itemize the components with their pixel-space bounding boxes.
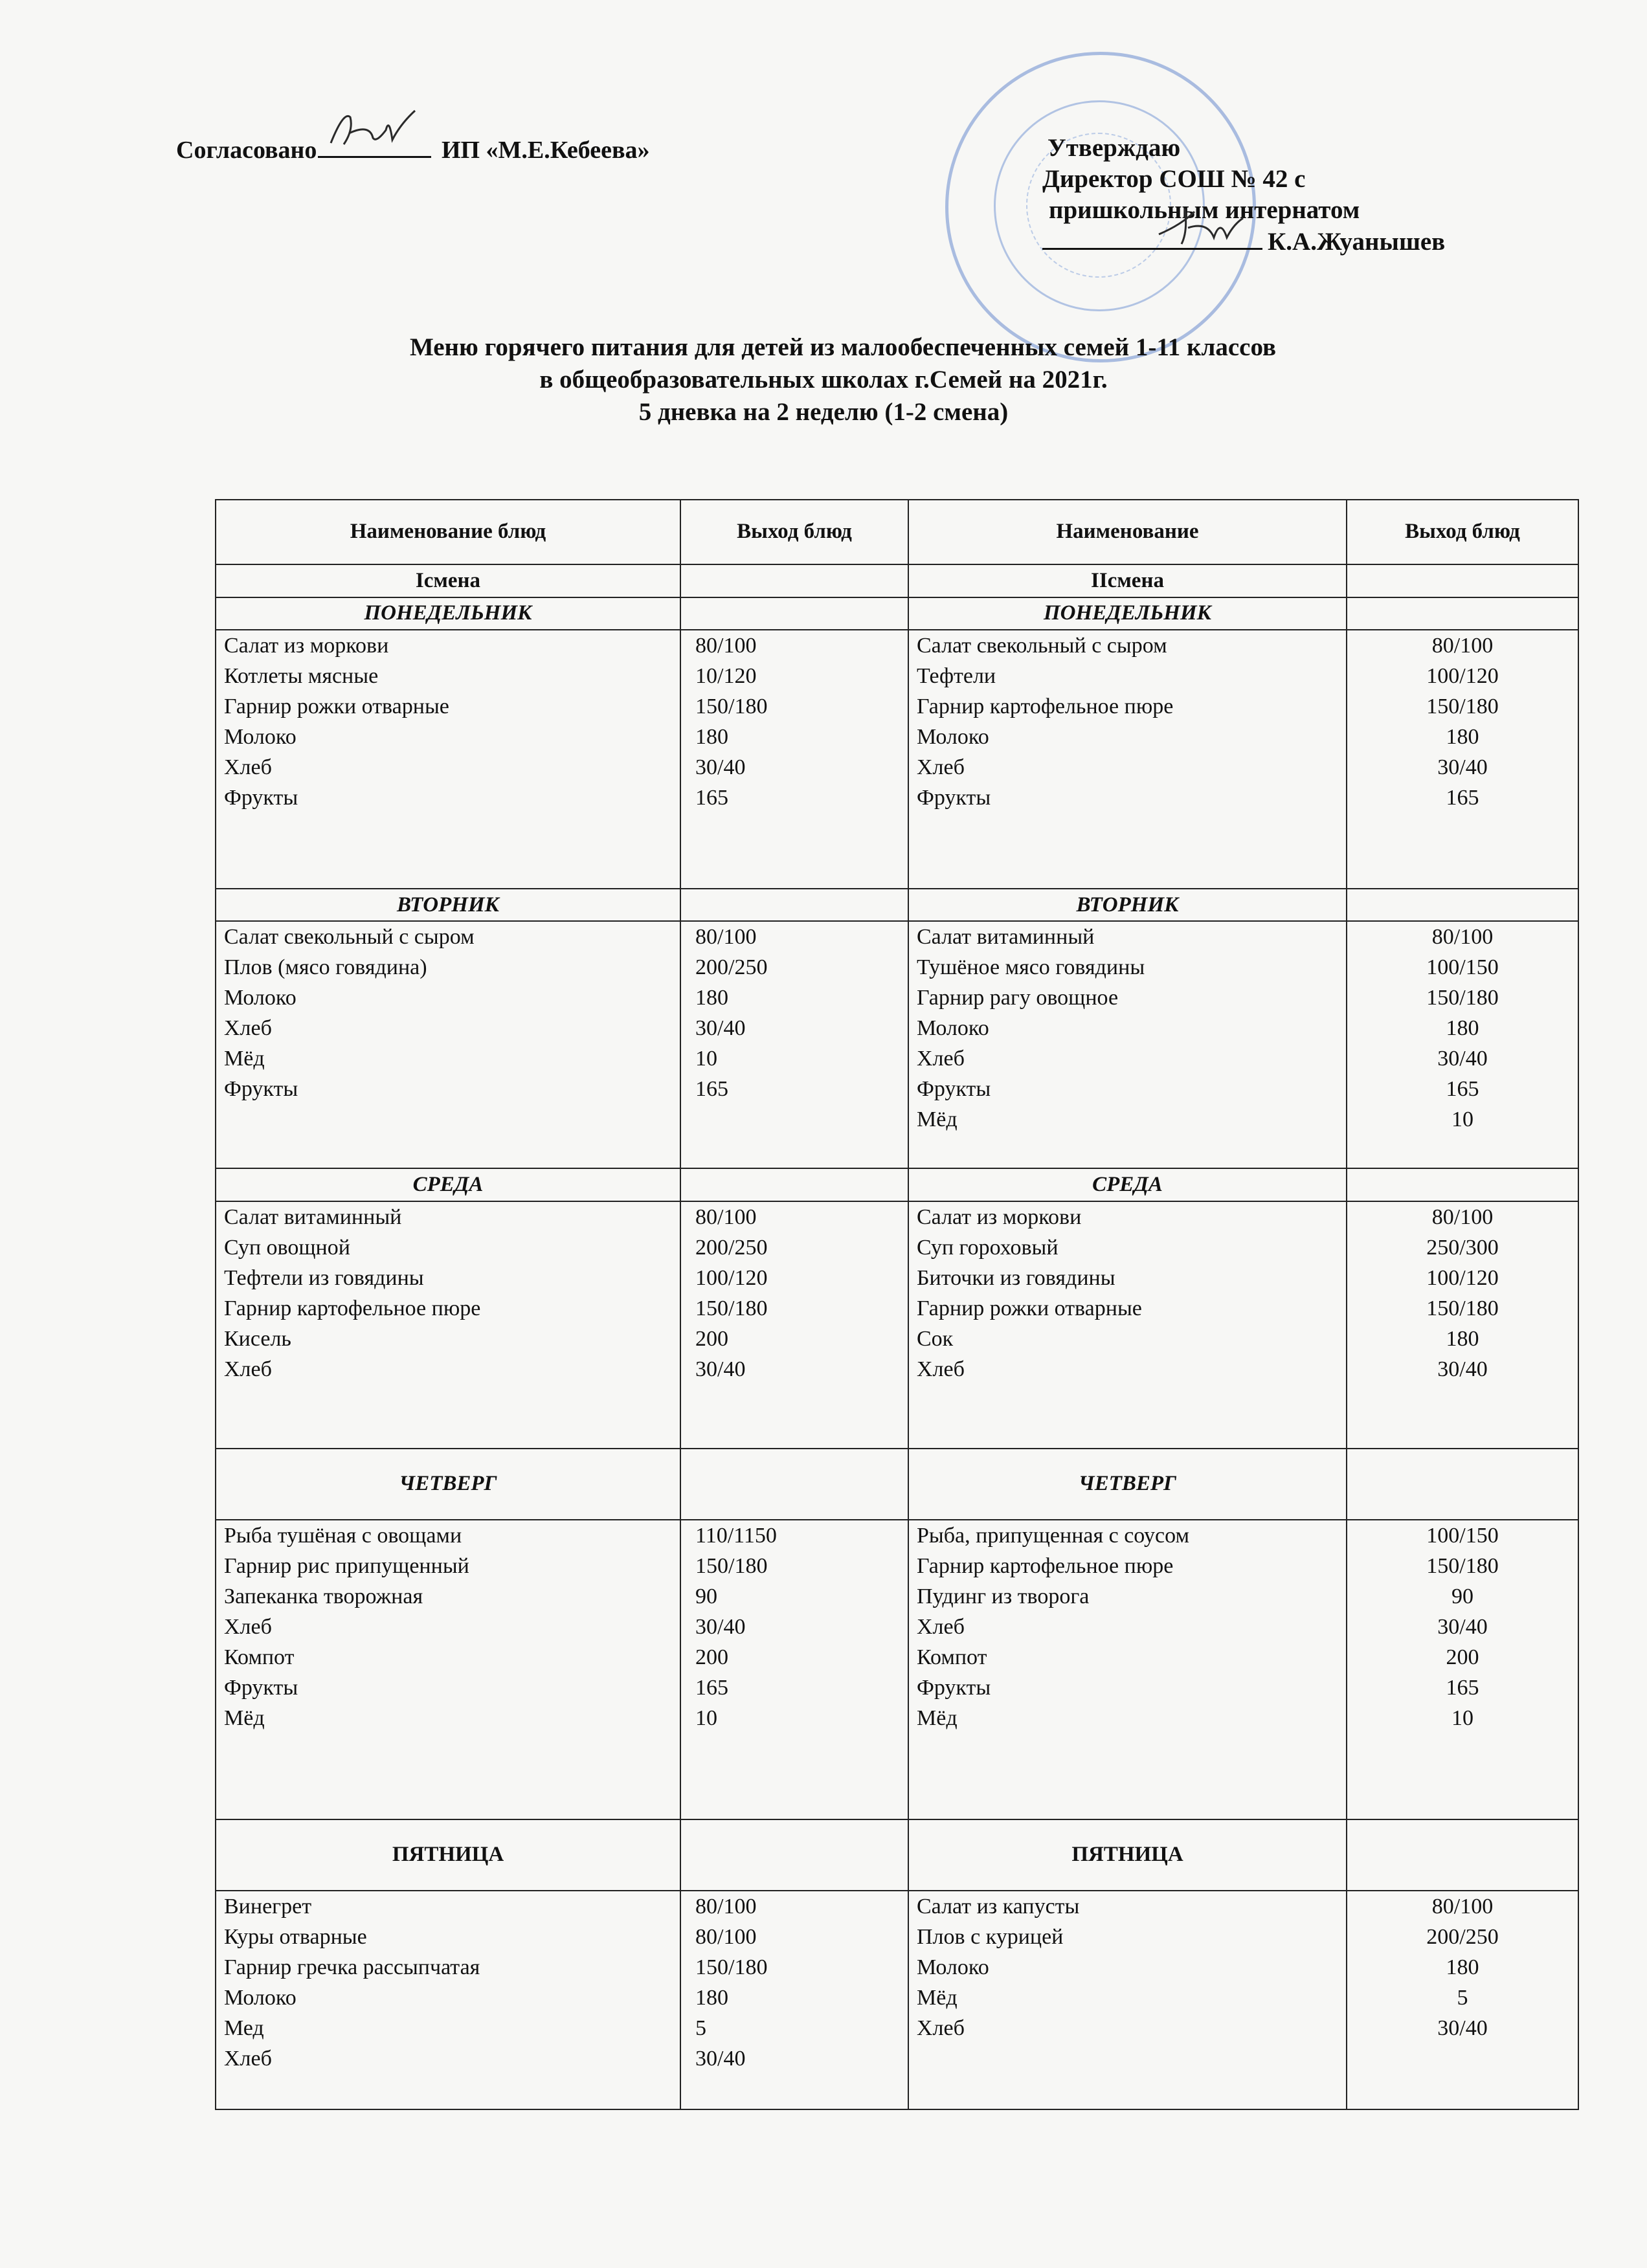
yield-value: 80/100 bbox=[1431, 925, 1494, 950]
menu-row bbox=[216, 1891, 1578, 2109]
yield-value: 80/100 bbox=[695, 925, 757, 950]
empty-cell bbox=[1347, 889, 1578, 921]
day-name: ПЯТНИЦА bbox=[908, 1819, 1347, 1891]
day-name: ЧЕТВЕРГ bbox=[216, 1449, 680, 1520]
yield-value: 80/100 bbox=[1431, 1895, 1494, 1919]
menu-row bbox=[216, 1520, 1578, 1819]
dish-name: Гарнир рис припущенный bbox=[224, 1554, 469, 1579]
dish-name: Сок bbox=[917, 1326, 954, 1351]
yield-value: 150/180 bbox=[1426, 986, 1499, 1010]
day-name: СРЕДА bbox=[908, 1168, 1347, 1201]
yield-value: 30/40 bbox=[695, 2047, 746, 2071]
dish-name: Хлеб bbox=[917, 1047, 965, 1071]
day-name: СРЕДА bbox=[216, 1168, 680, 1201]
dish-name: Рыба тушёная с овощами bbox=[224, 1524, 462, 1548]
yield-value: 165 bbox=[1446, 1077, 1479, 1102]
yield-value: 200 bbox=[1446, 1645, 1479, 1670]
dish-name: Кисель bbox=[224, 1326, 291, 1351]
yield-value: 100/120 bbox=[1426, 664, 1499, 689]
dish-name: Суп овощной bbox=[224, 1235, 350, 1260]
yield-value: 180 bbox=[1446, 725, 1479, 750]
empty-cell bbox=[1347, 1168, 1578, 1201]
yield-value: 30/40 bbox=[695, 1357, 746, 1381]
day-row bbox=[216, 1449, 1578, 1520]
day-name: ПЯТНИЦА bbox=[216, 1819, 680, 1891]
yield-value: 5 bbox=[695, 2016, 706, 2041]
yield-list bbox=[1347, 1520, 1578, 1733]
dish-name: Гарнир рожки отварные bbox=[917, 1296, 1142, 1320]
dish-name: Гарнир гречка рассыпчатая bbox=[224, 1955, 480, 1980]
dish-list bbox=[216, 922, 680, 1104]
yield-value: 150/180 bbox=[1426, 695, 1499, 719]
approve-block bbox=[1042, 133, 1445, 258]
yield-value: 80/100 bbox=[695, 1925, 757, 1950]
dish-name: Фрукты bbox=[224, 1077, 298, 1102]
yield-value: 30/40 bbox=[1437, 2016, 1488, 2041]
yield-value: 200/250 bbox=[695, 955, 768, 980]
yield-value: 180 bbox=[695, 986, 728, 1010]
empty-cell bbox=[680, 597, 908, 630]
column-header: Наименование блюд bbox=[216, 500, 680, 564]
yield-list bbox=[681, 1202, 908, 1384]
menu-row bbox=[216, 630, 1578, 889]
director-name: К.А.Жуанышев bbox=[1268, 228, 1446, 256]
yield-value: 80/100 bbox=[695, 1895, 757, 1919]
yield-value: 150/180 bbox=[1426, 1296, 1499, 1320]
yield-value: 150/180 bbox=[695, 1554, 768, 1579]
dish-name: Салат из моркови bbox=[917, 1205, 1082, 1229]
dish-name: Пудинг из творога bbox=[917, 1584, 1090, 1609]
dish-name: Куры отварные bbox=[224, 1925, 367, 1950]
yield-value: 30/40 bbox=[695, 1615, 746, 1640]
yield-value: 100/150 bbox=[1426, 955, 1499, 980]
dish-name: Гарнир картофельное пюре bbox=[917, 1554, 1174, 1579]
day-name: ПОНЕДЕЛЬНИК bbox=[216, 597, 680, 630]
dish-name: Тушёное мясо говядины bbox=[917, 955, 1145, 980]
yield-value: 110/1150 bbox=[695, 1524, 777, 1548]
yield-value: 10/120 bbox=[695, 664, 757, 689]
dish-name: Мёд bbox=[224, 1706, 265, 1731]
yield-value: 10 bbox=[695, 1706, 717, 1731]
empty-cell bbox=[1347, 1449, 1578, 1520]
shift-row bbox=[216, 564, 1578, 597]
yield-value: 150/180 bbox=[695, 695, 768, 719]
document-title-line-2: в общеобразовательных школах г.Семей на 2021г. bbox=[539, 366, 1108, 394]
yield-value: 150/180 bbox=[695, 1955, 768, 1980]
yield-list bbox=[681, 1520, 908, 1733]
dish-name: Хлеб bbox=[917, 1357, 965, 1381]
agreed-party: ИП «М.Е.Кебеева» bbox=[441, 137, 650, 164]
yield-value: 80/100 bbox=[695, 634, 757, 658]
agreed-block bbox=[176, 133, 650, 164]
day-row bbox=[216, 1168, 1578, 1201]
yield-value: 30/40 bbox=[695, 1016, 746, 1041]
dish-name: Гарнир рагу овощное bbox=[917, 986, 1119, 1010]
column-header: Наименование bbox=[908, 500, 1347, 564]
yield-value: 165 bbox=[695, 1077, 728, 1102]
yield-list bbox=[681, 1891, 908, 2074]
dish-name: Салат витаминный bbox=[224, 1205, 402, 1229]
dish-name: Фрукты bbox=[917, 1077, 991, 1102]
dish-name: Компот bbox=[917, 1645, 987, 1670]
dish-name: Молоко bbox=[917, 1016, 989, 1041]
yield-value: 165 bbox=[1446, 786, 1479, 810]
yield-value: 80/100 bbox=[1431, 1205, 1494, 1229]
dish-name: Салат из моркови bbox=[224, 634, 389, 658]
yield-value: 30/40 bbox=[1437, 1615, 1488, 1640]
dish-name: Гарнир картофельное пюре bbox=[224, 1296, 481, 1320]
yield-value: 200/250 bbox=[695, 1235, 768, 1260]
yield-value: 30/40 bbox=[1437, 755, 1488, 780]
yield-value: 180 bbox=[1446, 1955, 1479, 1980]
empty-cell bbox=[680, 564, 908, 597]
dish-name: Гарнир рожки отварные bbox=[224, 695, 449, 719]
yield-value: 200 bbox=[695, 1326, 728, 1351]
dish-name: Фрукты bbox=[917, 786, 991, 810]
dish-name: Винегрет bbox=[224, 1895, 312, 1919]
yield-value: 80/100 bbox=[1431, 634, 1494, 658]
empty-cell bbox=[1347, 597, 1578, 630]
dish-list bbox=[216, 630, 680, 813]
yield-list bbox=[1347, 1202, 1578, 1384]
dish-name: Хлеб bbox=[224, 1016, 272, 1041]
yield-value: 100/120 bbox=[1426, 1265, 1499, 1290]
yield-list bbox=[681, 630, 908, 813]
day-row bbox=[216, 889, 1578, 921]
day-name: ПОНЕДЕЛЬНИК bbox=[908, 597, 1347, 630]
dish-name: Салат свекольный с сыром bbox=[917, 634, 1167, 658]
yield-value: 150/180 bbox=[695, 1296, 768, 1320]
agreed-label: Согласовано bbox=[176, 137, 317, 164]
dish-name: Биточки из говядины bbox=[917, 1265, 1115, 1290]
director-signature-line bbox=[1042, 226, 1262, 250]
dish-name: Салат витаминный bbox=[917, 925, 1095, 950]
yield-value: 180 bbox=[1446, 1016, 1479, 1041]
yield-value: 100/120 bbox=[695, 1265, 768, 1290]
approve-line-3: пришкольным интернатом bbox=[1049, 196, 1360, 224]
dish-name: Гарнир картофельное пюре bbox=[917, 695, 1174, 719]
day-name: ВТОРНИК bbox=[216, 889, 680, 921]
yield-value: 100/150 bbox=[1426, 1524, 1499, 1548]
dish-list bbox=[909, 1520, 1346, 1733]
dish-name: Рыба, припущенная с соусом bbox=[917, 1524, 1189, 1548]
yield-value: 5 bbox=[1457, 1986, 1468, 2010]
yield-value: 30/40 bbox=[1437, 1357, 1488, 1381]
dish-name: Молоко bbox=[917, 725, 989, 750]
yield-value: 10 bbox=[695, 1047, 717, 1071]
dish-name: Фрукты bbox=[224, 1676, 298, 1700]
menu-row bbox=[216, 921, 1578, 1168]
dish-list bbox=[216, 1891, 680, 2074]
yield-value: 80/100 bbox=[695, 1205, 757, 1229]
yield-list bbox=[681, 922, 908, 1104]
document-title-line-3: 5 дневка на 2 неделю (1-2 смена) bbox=[638, 398, 1009, 426]
dish-name: Запеканка творожная bbox=[224, 1584, 423, 1609]
dish-name: Котлеты мясные bbox=[224, 664, 379, 689]
yield-value: 165 bbox=[1446, 1676, 1479, 1700]
dish-name: Мед bbox=[224, 2016, 264, 2041]
menu-row bbox=[216, 1201, 1578, 1449]
dish-list bbox=[216, 1202, 680, 1384]
dish-name: Молоко bbox=[224, 1986, 297, 2010]
dish-list bbox=[909, 630, 1346, 813]
dish-name: Компот bbox=[224, 1645, 295, 1670]
shift-2-label: IIсмена bbox=[908, 564, 1347, 597]
dish-name: Мёд bbox=[917, 1107, 958, 1132]
dish-name: Молоко bbox=[917, 1955, 989, 1980]
dish-name: Хлеб bbox=[917, 755, 965, 780]
dish-name: Суп гороховый bbox=[917, 1235, 1059, 1260]
yield-value: 90 bbox=[695, 1584, 717, 1609]
yield-value: 30/40 bbox=[1437, 1047, 1488, 1071]
day-name: ВТОРНИК bbox=[908, 889, 1347, 921]
yield-list bbox=[1347, 630, 1578, 813]
yield-value: 180 bbox=[695, 1986, 728, 2010]
yield-value: 180 bbox=[1446, 1326, 1479, 1351]
yield-value: 165 bbox=[695, 786, 728, 810]
yield-value: 165 bbox=[695, 1676, 728, 1700]
empty-cell bbox=[1347, 564, 1578, 597]
dish-name: Тефтели из говядины bbox=[224, 1265, 424, 1290]
shift-1-label: Iсмена bbox=[216, 564, 680, 597]
dish-list bbox=[909, 1891, 1346, 2043]
dish-name: Хлеб bbox=[224, 2047, 272, 2071]
day-name: ЧЕТВЕРГ bbox=[908, 1449, 1347, 1520]
empty-cell bbox=[680, 889, 908, 921]
dish-name: Хлеб bbox=[224, 755, 272, 780]
approve-line-1: Утверждаю bbox=[1048, 134, 1181, 162]
signature-line bbox=[318, 133, 431, 158]
empty-cell bbox=[680, 1449, 908, 1520]
dish-list bbox=[909, 922, 1346, 1135]
dish-name: Салат из капусты bbox=[917, 1895, 1080, 1919]
signature-icon bbox=[1156, 205, 1246, 250]
yield-value: 200/250 bbox=[1426, 1925, 1499, 1950]
dish-name: Хлеб bbox=[224, 1357, 272, 1381]
yield-value: 10 bbox=[1451, 1706, 1473, 1731]
dish-name: Салат свекольный с сыром bbox=[224, 925, 475, 950]
document-title-line-1: Меню горячего питания для детей из малообеспеченных семей 1-11 классов bbox=[409, 333, 1277, 361]
dish-name: Плов с курицей bbox=[917, 1925, 1064, 1950]
yield-value: 200 bbox=[695, 1645, 728, 1670]
yield-list bbox=[1347, 1891, 1578, 2043]
empty-cell bbox=[680, 1819, 908, 1891]
dish-name: Плов (мясо говядина) bbox=[224, 955, 427, 980]
dish-list bbox=[909, 1202, 1346, 1384]
dish-name: Мёд bbox=[224, 1047, 265, 1071]
dish-name: Хлеб bbox=[917, 1615, 965, 1640]
dish-name: Молоко bbox=[224, 986, 297, 1010]
yield-value: 90 bbox=[1451, 1584, 1473, 1609]
dish-name: Хлеб bbox=[224, 1615, 272, 1640]
column-header: Выход блюд bbox=[1347, 500, 1578, 564]
empty-cell bbox=[680, 1168, 908, 1201]
dish-name: Фрукты bbox=[224, 786, 298, 810]
yield-value: 10 bbox=[1451, 1107, 1473, 1132]
yield-list bbox=[1347, 922, 1578, 1135]
day-row bbox=[216, 1819, 1578, 1891]
yield-value: 30/40 bbox=[695, 755, 746, 780]
yield-value: 150/180 bbox=[1426, 1554, 1499, 1579]
column-header: Выход блюд bbox=[680, 500, 908, 564]
menu-table bbox=[215, 499, 1579, 2110]
dish-name: Хлеб bbox=[917, 2016, 965, 2041]
dish-name: Молоко bbox=[224, 725, 297, 750]
signature-icon bbox=[324, 104, 421, 156]
dish-name: Фрукты bbox=[917, 1676, 991, 1700]
table-header-row bbox=[216, 500, 1578, 564]
yield-value: 250/300 bbox=[1426, 1235, 1499, 1260]
dish-name: Мёд bbox=[917, 1986, 958, 2010]
day-row bbox=[216, 597, 1578, 630]
approve-line-2: Директор СОШ № 42 с bbox=[1042, 165, 1306, 193]
dish-name: Мёд bbox=[917, 1706, 958, 1731]
empty-cell bbox=[1347, 1819, 1578, 1891]
dish-list bbox=[216, 1520, 680, 1733]
dish-name: Тефтели bbox=[917, 664, 996, 689]
yield-value: 180 bbox=[695, 725, 728, 750]
